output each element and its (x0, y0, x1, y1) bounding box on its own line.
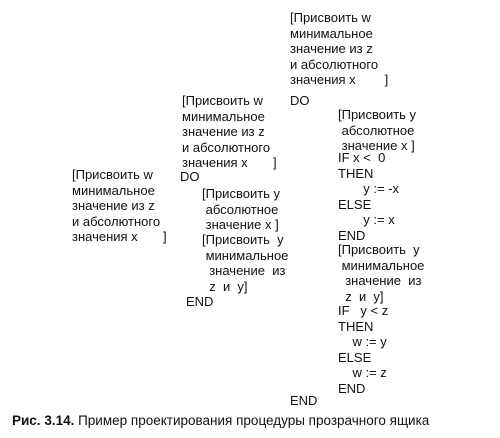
column3-code2: IF y < z THEN w := y ELSE w := z END (338, 303, 389, 396)
column3-block: [Присвоить w минимальное значение из z и абсолютного значения x ] (290, 10, 389, 88)
caption-label: Рис. 3.14. (12, 413, 75, 428)
column3-step1: [Присвоить y абсолютное значение x ] (338, 107, 417, 154)
column3-end: END (290, 393, 318, 408)
column3-code1: IF x < 0 THEN y := -x ELSE y := x END (338, 150, 400, 243)
column2-end: END (186, 294, 214, 309)
column2-step1: [Присвоить y абсолютное значение x ] (202, 186, 281, 233)
column1-block: [Присвоить w минимальное значение из z и абсолютного значения x ] (72, 167, 167, 245)
column2-step2: [Присвоить y минимальное значение из z и y] (202, 232, 289, 294)
column3-step2: [Присвоить y минимальное значение из z и y] (338, 242, 425, 304)
caption-text: Пример проектирования процедуры прозрачного ящика (74, 413, 430, 428)
figure-caption (12, 413, 429, 428)
column3-do: DO (290, 93, 310, 108)
column2-do: DO (180, 169, 200, 184)
column2-block: [Присвоить w минимальное значение из z и абсолютного значения x ] (182, 93, 277, 171)
